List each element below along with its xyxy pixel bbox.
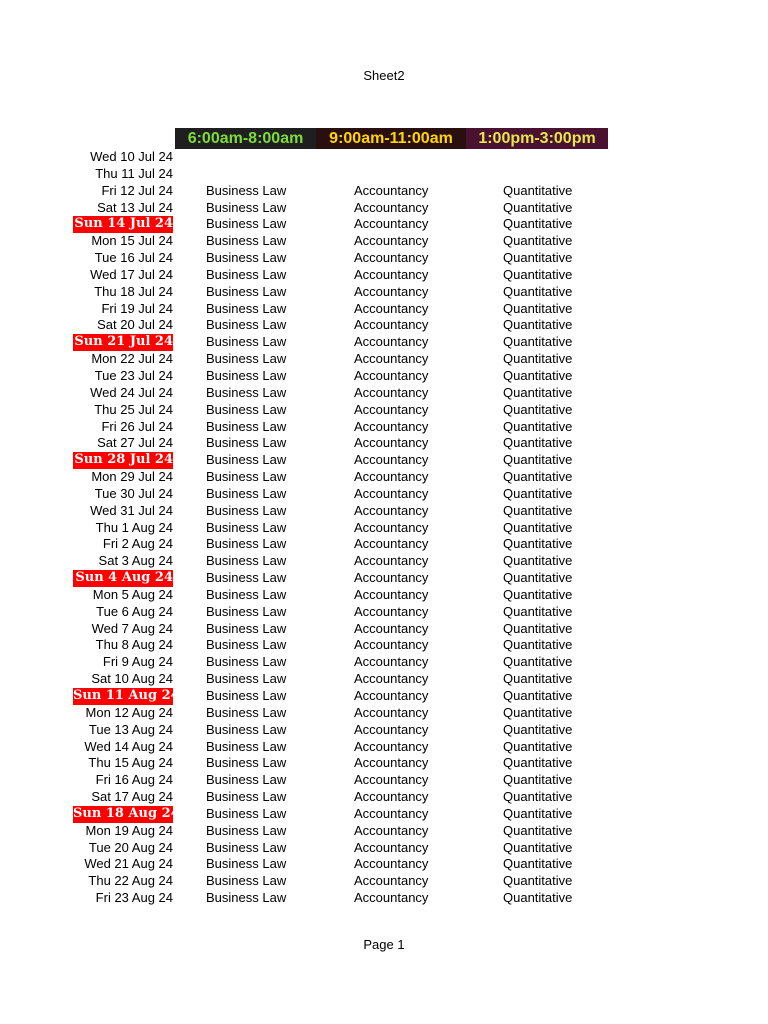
subject-cell: Business Law (206, 839, 287, 855)
subject-cell: Quantitative (503, 384, 573, 400)
subject-cell: Accountancy (354, 334, 429, 350)
date-cell: Thu 15 Aug 24 (88, 755, 173, 771)
date-cell: Wed 14 Aug 24 (84, 738, 173, 754)
subject-cell: Quantitative (503, 300, 573, 316)
table-row (0, 553, 768, 570)
date-cell: Wed 24 Jul 24 (90, 384, 173, 400)
subject-cell: Quantitative (503, 570, 573, 586)
subject-cell: Business Law (206, 890, 287, 906)
subject-cell: Accountancy (354, 620, 429, 636)
date-cell: Fri 23 Aug 24 (95, 890, 173, 906)
subject-cell: Business Law (206, 384, 287, 400)
subject-cell: Accountancy (354, 300, 429, 316)
subject-cell: Quantitative (503, 603, 573, 619)
date-cell: Mon 19 Aug 24 (85, 822, 173, 838)
table-row (0, 722, 768, 739)
subject-cell: Quantitative (503, 266, 573, 282)
subject-cell: Business Law (206, 688, 287, 703)
subject-cell: Business Law (206, 553, 287, 569)
subject-cell: Business Law (206, 603, 287, 619)
subject-cell: Business Law (206, 637, 287, 653)
table-row (0, 654, 768, 671)
date-cell: Fri 16 Aug 24 (95, 772, 173, 788)
subject-cell: Accountancy (354, 317, 429, 333)
subject-cell: Accountancy (354, 519, 429, 535)
subject-cell: Accountancy (354, 856, 429, 872)
subject-cell: Quantitative (503, 637, 573, 653)
subject-cell: Accountancy (354, 637, 429, 653)
date-cell: Wed 7 Aug 24 (91, 620, 173, 636)
table-row (0, 789, 768, 806)
table-row (0, 200, 768, 217)
subject-cell: Business Law (206, 334, 287, 350)
date-cell: Fri 26 Jul 24 (101, 418, 173, 434)
date-cell: Fri 2 Aug 24 (102, 536, 173, 552)
table-row (0, 755, 768, 772)
subject-cell: Business Law (206, 755, 287, 771)
table-row (0, 536, 768, 553)
subject-cell: Business Law (206, 367, 287, 383)
subject-cell: Accountancy (354, 485, 429, 501)
date-cell: Tue 30 Jul 24 (94, 485, 173, 501)
subject-cell: Business Law (206, 856, 287, 872)
table-row (0, 772, 768, 789)
sunday-date-cell: Sun 11 Aug 24 (73, 688, 180, 703)
subject-cell: Quantitative (503, 890, 573, 906)
time-slot-late-morning: 9:00am-11:00am (316, 128, 466, 149)
subject-cell: Accountancy (354, 384, 429, 400)
date-cell: Fri 9 Aug 24 (102, 654, 173, 670)
date-cell: Wed 31 Jul 24 (90, 502, 173, 518)
table-row (0, 452, 768, 469)
table-row (0, 486, 768, 503)
subject-cell: Business Law (206, 822, 287, 838)
subject-cell: Accountancy (354, 772, 429, 788)
subject-cell: Accountancy (354, 805, 429, 821)
sunday-date-cell: Sun 28 Jul 24 (74, 452, 173, 468)
subject-cell: Quantitative (503, 401, 573, 417)
subject-cell: Accountancy (354, 586, 429, 602)
subject-cell: Accountancy (354, 890, 429, 906)
subject-cell: Quantitative (503, 671, 573, 687)
subject-cell: Business Law (206, 671, 287, 687)
date-cell: Tue 13 Aug 24 (88, 721, 173, 737)
subject-cell: Accountancy (354, 469, 429, 485)
subject-cell: Business Law (206, 485, 287, 501)
page-footer: Page 1 (363, 937, 405, 952)
subject-cell: Quantitative (503, 485, 573, 501)
subject-cell: Quantitative (503, 317, 573, 333)
table-row (0, 739, 768, 756)
subject-cell: Quantitative (503, 873, 573, 889)
subject-cell: Accountancy (354, 570, 429, 586)
subject-cell: Accountancy (354, 822, 429, 838)
date-cell: Sat 27 Jul 24 (97, 435, 173, 451)
subject-cell: Quantitative (503, 216, 573, 232)
subject-cell: Quantitative (503, 688, 573, 703)
subject-cell: Accountancy (354, 839, 429, 855)
subject-cell: Quantitative (503, 805, 573, 821)
table-row (0, 267, 768, 284)
subject-cell: Accountancy (354, 401, 429, 417)
date-cell: Tue 23 Jul 24 (94, 367, 173, 383)
table-row (0, 435, 768, 452)
date-cell: Tue 6 Aug 24 (96, 603, 173, 619)
table-row (0, 469, 768, 486)
subject-cell: Quantitative (503, 469, 573, 485)
table-row (0, 250, 768, 267)
date-cell: Wed 17 Jul 24 (90, 266, 173, 282)
sunday-date-cell: Sun 14 Jul 24 (74, 216, 173, 232)
time-slot-afternoon: 1:00pm-3:00pm (466, 128, 608, 149)
subject-cell: Accountancy (354, 688, 429, 703)
subject-cell: Accountancy (354, 553, 429, 569)
table-row (0, 402, 768, 419)
subject-cell: Accountancy (354, 216, 429, 232)
table-row (0, 806, 768, 823)
subject-cell: Business Law (206, 586, 287, 602)
sunday-date-cell: Sun 21 Jul 24 (74, 334, 173, 350)
subject-cell: Business Law (206, 300, 287, 316)
subject-cell: Quantitative (503, 822, 573, 838)
date-cell: Sat 13 Jul 24 (97, 199, 173, 215)
subject-cell: Quantitative (503, 334, 573, 350)
subject-cell: Quantitative (503, 502, 573, 518)
subject-cell: Quantitative (503, 789, 573, 805)
date-cell: Thu 18 Jul 24 (94, 283, 173, 299)
subject-cell: Quantitative (503, 519, 573, 535)
subject-cell: Quantitative (503, 586, 573, 602)
subject-cell: Business Law (206, 738, 287, 754)
subject-cell: Quantitative (503, 654, 573, 670)
date-cell: Wed 21 Aug 24 (84, 856, 173, 872)
subject-cell: Quantitative (503, 351, 573, 367)
subject-cell: Business Law (206, 502, 287, 518)
date-cell: Sat 10 Aug 24 (91, 671, 173, 687)
date-cell: Mon 29 Jul 24 (91, 469, 173, 485)
subject-cell: Business Law (206, 704, 287, 720)
subject-cell: Business Law (206, 654, 287, 670)
subject-cell: Business Law (206, 401, 287, 417)
subject-cell: Quantitative (503, 452, 573, 468)
subject-cell: Business Law (206, 536, 287, 552)
subject-cell: Accountancy (354, 671, 429, 687)
subject-cell: Accountancy (354, 536, 429, 552)
date-cell: Tue 16 Jul 24 (94, 250, 173, 266)
subject-cell: Accountancy (354, 250, 429, 266)
subject-cell: Accountancy (354, 367, 429, 383)
date-cell: Sat 20 Jul 24 (97, 317, 173, 333)
schedule-table (0, 149, 768, 907)
table-row (0, 637, 768, 654)
subject-cell: Accountancy (354, 502, 429, 518)
subject-cell: Accountancy (354, 351, 429, 367)
date-cell: Sat 3 Aug 24 (98, 553, 173, 569)
subject-cell: Accountancy (354, 704, 429, 720)
table-row (0, 621, 768, 638)
table-row (0, 503, 768, 520)
subject-cell: Accountancy (354, 603, 429, 619)
table-row (0, 856, 768, 873)
subject-cell: Accountancy (354, 738, 429, 754)
table-row (0, 284, 768, 301)
subject-cell: Accountancy (354, 789, 429, 805)
date-cell: Mon 5 Aug 24 (92, 586, 173, 602)
subject-cell: Business Law (206, 620, 287, 636)
subject-cell: Business Law (206, 233, 287, 249)
subject-cell: Quantitative (503, 721, 573, 737)
subject-cell: Accountancy (354, 233, 429, 249)
subject-cell: Quantitative (503, 856, 573, 872)
table-row (0, 520, 768, 537)
table-row (0, 570, 768, 587)
table-row (0, 351, 768, 368)
subject-cell: Accountancy (354, 755, 429, 771)
table-row (0, 149, 768, 166)
subject-cell: Quantitative (503, 250, 573, 266)
subject-cell: Quantitative (503, 418, 573, 434)
subject-cell: Quantitative (503, 553, 573, 569)
subject-cell: Business Law (206, 873, 287, 889)
subject-cell: Business Law (206, 772, 287, 788)
date-cell: Mon 22 Jul 24 (91, 351, 173, 367)
subject-cell: Business Law (206, 435, 287, 451)
table-row (0, 587, 768, 604)
subject-cell: Business Law (206, 216, 287, 232)
subject-cell: Business Law (206, 721, 287, 737)
table-row (0, 317, 768, 334)
time-slot-header (175, 128, 608, 149)
date-cell: Sat 17 Aug 24 (91, 789, 173, 805)
subject-cell: Quantitative (503, 704, 573, 720)
date-cell: Fri 12 Jul 24 (101, 182, 173, 198)
subject-cell: Accountancy (354, 182, 429, 198)
subject-cell: Business Law (206, 250, 287, 266)
subject-cell: Business Law (206, 182, 287, 198)
table-row (0, 368, 768, 385)
subject-cell: Quantitative (503, 182, 573, 198)
table-row (0, 334, 768, 351)
table-row (0, 823, 768, 840)
subject-cell: Quantitative (503, 738, 573, 754)
table-row (0, 233, 768, 250)
table-row (0, 385, 768, 402)
table-row (0, 216, 768, 233)
subject-cell: Business Law (206, 283, 287, 299)
subject-cell: Quantitative (503, 620, 573, 636)
table-row (0, 301, 768, 318)
subject-cell: Quantitative (503, 283, 573, 299)
subject-cell: Business Law (206, 805, 287, 821)
subject-cell: Business Law (206, 418, 287, 434)
subject-cell: Accountancy (354, 199, 429, 215)
subject-cell: Accountancy (354, 435, 429, 451)
date-cell: Thu 22 Aug 24 (88, 873, 173, 889)
table-row (0, 419, 768, 436)
subject-cell: Business Law (206, 351, 287, 367)
sunday-date-cell: Sun 4 Aug 24 (73, 570, 173, 587)
subject-cell: Accountancy (354, 283, 429, 299)
subject-cell: Quantitative (503, 233, 573, 249)
subject-cell: Quantitative (503, 435, 573, 451)
subject-cell: Business Law (206, 199, 287, 215)
subject-cell: Quantitative (503, 755, 573, 771)
table-row (0, 873, 768, 890)
time-slot-morning: 6:00am-8:00am (175, 128, 316, 149)
date-cell: Wed 10 Jul 24 (90, 149, 173, 164)
table-row (0, 688, 768, 705)
subject-cell: Business Law (206, 789, 287, 805)
date-cell: Fri 19 Jul 24 (101, 300, 173, 316)
table-row (0, 671, 768, 688)
table-row (0, 840, 768, 857)
sunday-date-cell: Sun 18 Aug 24 (73, 805, 180, 821)
subject-cell: Accountancy (354, 654, 429, 670)
date-cell: Tue 20 Aug 24 (88, 839, 173, 855)
table-row (0, 890, 768, 907)
subject-cell: Business Law (206, 469, 287, 485)
date-cell: Mon 15 Jul 24 (91, 233, 173, 249)
subject-cell: Business Law (206, 452, 287, 468)
subject-cell: Quantitative (503, 839, 573, 855)
subject-cell: Business Law (206, 519, 287, 535)
subject-cell: Accountancy (354, 452, 429, 468)
subject-cell: Quantitative (503, 367, 573, 383)
subject-cell: Accountancy (354, 266, 429, 282)
subject-cell: Accountancy (354, 873, 429, 889)
table-row (0, 183, 768, 200)
subject-cell: Business Law (206, 570, 287, 586)
date-cell: Thu 11 Jul 24 (95, 165, 173, 181)
subject-cell: Business Law (206, 317, 287, 333)
date-cell: Thu 8 Aug 24 (95, 637, 173, 653)
date-cell: Thu 25 Jul 24 (94, 401, 173, 417)
table-row (0, 705, 768, 722)
subject-cell: Accountancy (354, 721, 429, 737)
sheet-title: Sheet2 (363, 68, 405, 83)
subject-cell: Business Law (206, 266, 287, 282)
subject-cell: Accountancy (354, 418, 429, 434)
subject-cell: Quantitative (503, 772, 573, 788)
table-row (0, 166, 768, 183)
subject-cell: Quantitative (503, 199, 573, 215)
table-row (0, 604, 768, 621)
date-cell: Thu 1 Aug 24 (95, 519, 173, 535)
date-cell: Mon 12 Aug 24 (85, 704, 173, 720)
subject-cell: Quantitative (503, 536, 573, 552)
